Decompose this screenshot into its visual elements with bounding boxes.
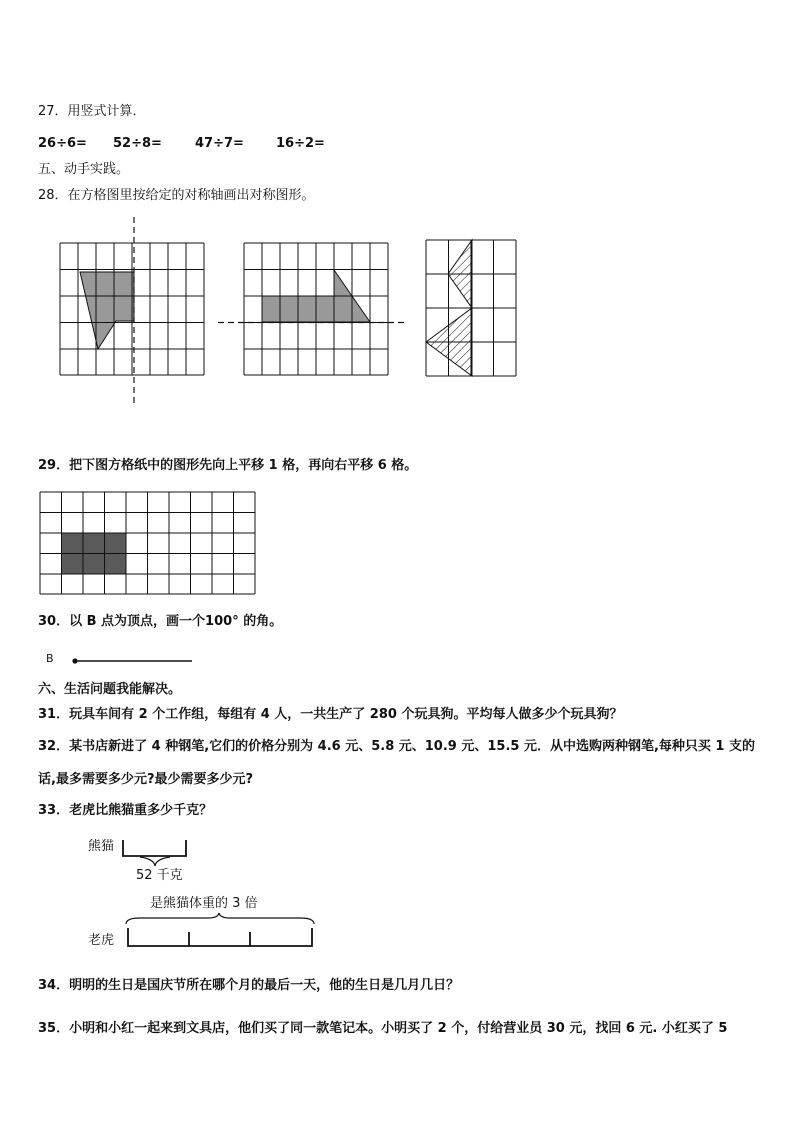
q27-item-2: 52÷8= bbox=[113, 136, 162, 151]
q33-tiger-label: 老虎 bbox=[88, 933, 115, 948]
q32-line-1: 32．某书店新进了 4 种钢笔,它们的价格分别为 4.6 元、5.8 元、10.9 元、15.5 元．从中选购两种钢笔,每种只买 1 支的 bbox=[38, 739, 756, 754]
q27-item-1: 26÷6= bbox=[38, 136, 87, 151]
q28-grid-1-shape bbox=[80, 272, 134, 349]
section-5-heading: 五、动手实践。 bbox=[38, 162, 130, 177]
q27-title: 27．用竖式计算． bbox=[38, 104, 146, 119]
q28-grid-1 bbox=[60, 243, 206, 406]
section-6-heading: 六、生活问题我能解决。 bbox=[38, 682, 182, 697]
q33-tiger-brace bbox=[124, 912, 318, 952]
q29-grid bbox=[40, 492, 257, 596]
q30-point-label: B bbox=[46, 652, 54, 665]
q28-title: 28．在方格图里按给定的对称轴画出对称图形。 bbox=[38, 188, 315, 203]
q27-item-3: 47÷7= bbox=[195, 136, 244, 151]
q31-text: 31．玩具车间有 2 个工作组，每组有 4 人，一共生产了 280 个玩具狗。平均每人做多少个玩具狗？ bbox=[38, 707, 623, 722]
q28-grid-3 bbox=[426, 240, 518, 377]
q29-title: 29．把下图方格纸中的图形先向上平移 1 格，再向右平移 6 格。 bbox=[38, 458, 418, 473]
q28-grid-2 bbox=[244, 243, 390, 377]
q35-text: 35．小明和小红一起来到文具店，他们买了同一款笔记本。小明买了 2 个，付给营业员 30 元，找回 6 元. 小红买了 5 bbox=[38, 1021, 728, 1036]
q33-panda-label: 熊猫 bbox=[88, 839, 115, 854]
q30-title: 30．以 B 点为顶点，画一个100° 的角。 bbox=[38, 614, 283, 629]
q34-text: 34．明明的生日是国庆节所在哪个月的最后一天，他的生日是几月几日？ bbox=[38, 978, 460, 993]
q33-panda-weight: 52 千克 bbox=[136, 868, 183, 883]
q33-panda-bracket bbox=[120, 838, 190, 868]
q27-item-4: 16÷2= bbox=[276, 136, 325, 151]
q33-tiger-note: 是熊猫体重的 3 倍 bbox=[150, 896, 258, 911]
q30-ray bbox=[70, 656, 195, 666]
q32-line-2: 话,最多需要多少元?最少需要多少元? bbox=[38, 772, 254, 787]
q33-title: 33．老虎比熊猫重多少千克？ bbox=[38, 803, 213, 818]
